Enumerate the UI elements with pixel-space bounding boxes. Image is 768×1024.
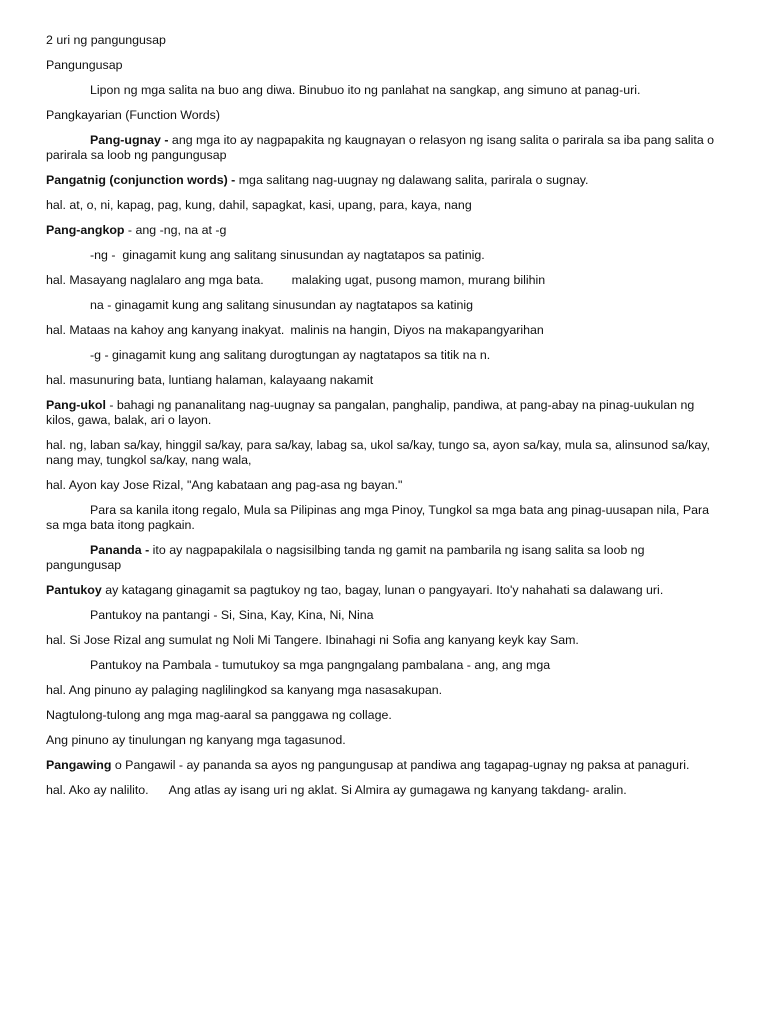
example-pambala-2: Nagtulong-tulong ang mga mag-aaral sa panggawa ng collage. bbox=[46, 708, 392, 722]
example-pambala-1: hal. Ang pinuno ay palaging naglilingkod sa kanyang mga nasasakupan. bbox=[46, 683, 443, 697]
example-na-phrases: malinis na hangin, Diyos na makapangyarihan bbox=[290, 323, 544, 337]
example-ng-sentence: hal. Masayang naglalaro ang mga bata. bbox=[46, 273, 264, 287]
term-pantukoy: Pantukoy bbox=[46, 583, 102, 597]
rule-na: na - ginagamit kung ang salitang sinusundan ay nagtatapos sa katinig bbox=[90, 298, 473, 312]
definition-pang-ukol: - bahagi ng pananalitang nag-uugnay sa pangalan, panghalip, pandiwa, at pang-abay na pinag-uukulan ng kilos, gawa, balak, ari o layon. bbox=[46, 398, 698, 427]
example-na-sentence: hal. Mataas na kahoy ang kanyang inakyat. bbox=[46, 323, 285, 337]
heading-pangkayarian: Pangkayarian (Function Words) bbox=[46, 108, 221, 122]
definition-pang-angkop: - ang -ng, na at -g bbox=[124, 223, 227, 237]
pantukoy-pambala: Pantukoy na Pambala - tumutukoy sa mga pangngalang pambalana - ang, ang mga bbox=[90, 658, 551, 672]
document-title: 2 uri ng pangungusap bbox=[46, 33, 166, 47]
definition-pananda: ito ay nagpapakilala o nagsisilbing tanda ng gamit na pambarila ng isang salita sa loob ng pangungusap bbox=[46, 543, 648, 572]
examples-na bbox=[46, 323, 722, 338]
examples-pang-ukol-sentences: Para sa kanila itong regalo, Mula sa Pilipinas ang mga Pinoy, Tungkol sa mga bata ang pinag-uusapan nila, Para sa mga bata itong pagkain. bbox=[46, 503, 713, 532]
examples-pangatnig: hal. at, o, ni, kapag, pag, kung, dahil, sapagkat, kasi, upang, para, kaya, nang bbox=[46, 198, 472, 212]
term-pang-angkop: Pang-angkop bbox=[46, 223, 125, 237]
paragraph-pangawing bbox=[46, 758, 722, 773]
definition-pantukoy: ay katagang ginagamit sa pagtukoy ng tao, bagay, lunan o pangyayari. Ito'y nahahati sa dalawang uri. bbox=[101, 583, 664, 597]
examples-pangawing bbox=[46, 783, 722, 798]
paragraph-pantukoy bbox=[46, 583, 722, 598]
paragraph-pang-ugnay bbox=[46, 133, 722, 163]
term-pang-ugnay: Pang-ugnay - bbox=[90, 133, 169, 147]
definition-pangungusap: Lipon ng mga salita na buo ang diwa. Binubuo ito ng panlahat na sangkap, ang simuno at panag-uri. bbox=[90, 83, 641, 97]
definition-pangawing: o Pangawil - ay pananda sa ayos ng pangungusap at pandiwa ang tagapag-ugnay ng paksa at panaguri. bbox=[111, 758, 690, 772]
examples-ng bbox=[46, 273, 722, 288]
term-pang-ukol: Pang-ukol bbox=[46, 398, 106, 412]
paragraph-pananda bbox=[46, 543, 722, 573]
example-pangawing-2: Ang atlas ay isang uri ng aklat. Si Almira ay gumagawa ng kanyang takdang- aralin. bbox=[168, 783, 627, 797]
example-pangawing-1: hal. Ako ay nalilito. bbox=[46, 783, 149, 797]
paragraph-pang-ukol bbox=[46, 398, 722, 428]
example-pambala-3: Ang pinuno ay tinulungan ng kanyang mga tagasunod. bbox=[46, 733, 346, 747]
term-pangatnig: Pangatnig (conjunction words) - bbox=[46, 173, 236, 187]
pantukoy-pantangi: Pantukoy na pantangi - Si, Sina, Kay, Kina, Ni, Nina bbox=[90, 608, 374, 622]
rule-ng: -ng - ginagamit kung ang salitang sinusundan ay nagtatapos sa patinig. bbox=[90, 248, 485, 262]
examples-pang-ukol: hal. ng, laban sa/kay, hinggil sa/kay, para sa/kay, labag sa, ukol sa/kay, tungo sa, ayon sa/kay, mula sa, alinsunod sa/kay, nang may, tungkol sa/kay, nang wala, bbox=[46, 438, 714, 467]
term-pananda: Pananda - bbox=[90, 543, 150, 557]
examples-pantangi: hal. Si Jose Rizal ang sumulat ng Noli Mi Tangere. Ibinahagi ni Sofia ang kanyang keyk kay Sam. bbox=[46, 633, 579, 647]
definition-pangatnig: mga salitang nag-uugnay ng dalawang salita, parirala o sugnay. bbox=[235, 173, 589, 187]
examples-g: hal. masunuring bata, luntiang halaman, kalayaang nakamit bbox=[46, 373, 374, 387]
paragraph-pangatnig bbox=[46, 173, 722, 188]
definition-pang-ugnay: ang mga ito ay nagpapakita ng kaugnayan o relasyon ng isang salita o parirala sa iba pang salita o parirala sa loob ng pangungusap bbox=[46, 133, 718, 162]
rule-g: -g - ginagamit kung ang salitang durogtungan ay nagtatapos sa titik na n. bbox=[90, 348, 491, 362]
example-ng-phrases: malaking ugat, pusong mamon, murang bilihin bbox=[291, 273, 546, 287]
term-pangawing: Pangawing bbox=[46, 758, 112, 772]
paragraph-pang-angkop bbox=[46, 223, 722, 238]
heading-pangungusap: Pangungusap bbox=[46, 58, 123, 72]
quote-rizal: hal. Ayon kay Jose Rizal, "Ang kabataan ang pag-asa ng bayan." bbox=[46, 478, 403, 492]
